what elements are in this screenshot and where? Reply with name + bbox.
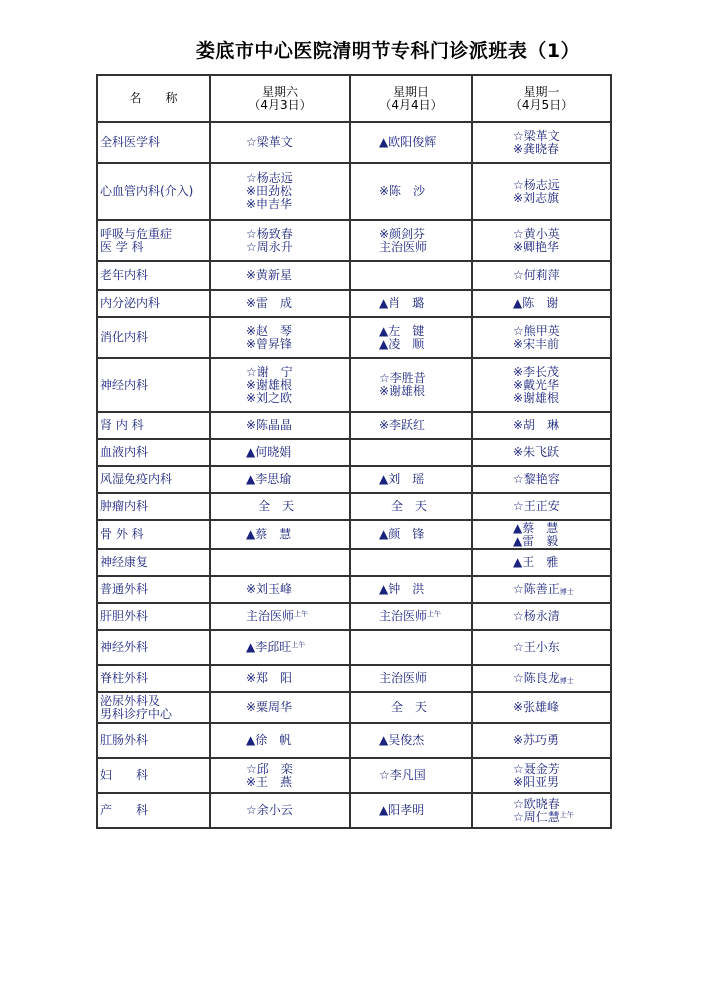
doctor-entry [379,769,471,782]
department-name [97,290,210,317]
department-name [97,317,210,358]
schedule-cell [210,793,350,828]
doctor-entry [379,804,471,817]
doctor-name: ※刘之欧 [246,390,293,405]
doctor-name: ▲徐 帆 [246,733,292,747]
department-name [97,665,210,692]
schedule-cell [210,358,350,412]
doctor-name: 主治医师 [246,609,295,623]
schedule-cell [350,439,472,466]
schedule-cell [350,520,472,549]
doctor-entry [513,192,610,205]
table-row [97,466,611,493]
department-name-line: 泌尿外科及 [100,693,161,708]
doctor-name: ※胡 琳 [513,418,560,432]
doctor-entry [379,583,471,596]
schedule-cell [210,317,350,358]
doctor-name: ☆梁革文 [513,128,560,143]
department-name [97,630,210,665]
doctor-name: ※龚晓春 [513,141,560,156]
time-note: 上午 [291,641,306,649]
schedule-cell [472,358,611,412]
schedule-cell [350,466,472,493]
doctor-name: ▲李思瑜 [246,472,292,486]
doctor-name: ※田劲松 [246,184,293,198]
doctor-entry [379,297,471,310]
doctor-entry [513,734,610,747]
doctor-entry [246,641,349,654]
doctor-name: ☆黎艳容 [513,472,560,486]
table-row [97,358,611,412]
doctor-entry [513,392,610,405]
doctor-name: ※戴光华 [513,377,560,392]
doctor-name: ☆梁革文 [246,135,293,149]
doctor-entry [513,446,610,459]
doctor-name: 全 天 [246,499,295,513]
department-name-line: 肝胆外科 [100,609,149,623]
doctor-name: ※张雄峰 [513,700,560,714]
doctor-entry [513,776,610,789]
doctor-name: ▲雷 毅 [513,533,559,548]
doctor-name: ☆周永升 [246,239,293,254]
doctor-name: ※刘志旗 [513,190,560,205]
schedule-cell [472,549,611,576]
doctor-entry [513,556,610,569]
table-row [97,630,611,665]
doctor-entry [246,500,349,513]
table-row [97,122,611,163]
header-row [97,75,611,122]
table-row [97,163,611,220]
department-name-line: 脊柱外科 [100,671,149,685]
table-row [97,520,611,549]
doctor-name: ※粟周华 [246,700,293,714]
schedule-cell [472,758,611,793]
department-name [97,549,210,576]
doctor-name: ※刘玉峰 [246,582,293,596]
table-row [97,290,611,317]
schedule-cell [350,493,472,520]
schedule-cell [350,630,472,665]
doctor-entry [246,297,349,310]
time-note: 上午 [559,810,574,819]
department-name-line: 肛肠外科 [100,733,149,747]
schedule-cell [210,603,350,630]
doctor-entry [513,583,610,596]
doctor-name: ※陈 沙 [379,184,426,198]
doctor-name: ▲阳孝明 [379,803,425,817]
schedule-cell [472,466,611,493]
doctor-name: 主治医师 [379,671,428,685]
department-name-line: 老年内科 [100,268,149,282]
schedule-cell [472,692,611,723]
doctor-entry [379,338,471,351]
schedule-cell [472,290,611,317]
schedule-cell [210,220,350,261]
doctor-name: ▲蔡 慧 [246,527,292,541]
doctor-entry [379,610,471,623]
schedule-cell [350,723,472,758]
schedule-cell [210,122,350,163]
schedule-cell [210,758,350,793]
table-row [97,439,611,466]
time-note: 上午 [427,610,442,618]
header-day [472,75,611,122]
doctor-name: ※陈晶晶 [246,418,293,432]
header-date-label: （4月4日） [379,97,443,112]
department-name-line: 风湿免疫内科 [100,472,173,486]
schedule-cell [210,576,350,603]
doctor-name: ※李跃红 [379,418,426,432]
schedule-cell [472,630,611,665]
doctor-entry [513,241,610,254]
doctor-name: ☆周仁慧 [513,809,560,824]
schedule-cell [350,793,472,828]
department-name [97,163,210,220]
doctor-name: ▲吴俊杰 [379,733,425,747]
doctor-entry [246,419,349,432]
doctor-entry [513,143,610,156]
schedule-cell [350,122,472,163]
department-name-line: 消化内科 [100,330,149,344]
doctor-name: ※赵 琴 [246,323,293,338]
doctor-entry [379,473,471,486]
doctor-entry [513,338,610,351]
doctor-entry [246,392,349,405]
doctor-entry [379,701,471,714]
doctor-name: ☆谢 宁 [246,364,293,379]
department-name [97,793,210,828]
doctor-entry [513,610,610,623]
table-row [97,576,611,603]
doctor-name: ※阳亚男 [513,774,560,789]
doctor-name: ※谢雄根 [379,384,426,398]
schedule-cell [472,520,611,549]
doctor-name: ※雷 成 [246,296,293,310]
schedule-cell [210,549,350,576]
doctor-entry [379,734,471,747]
doctor-name: ☆李凡国 [379,768,426,782]
doctor-entry [379,185,471,198]
doctor-entry [379,385,471,398]
doctor-name: ※苏巧勇 [513,733,560,747]
doctor-entry [246,776,349,789]
doctor-name: ☆杨志远 [513,177,560,192]
doctor-entry [246,734,349,747]
schedule-cell [210,630,350,665]
table-row [97,758,611,793]
header-day [350,75,472,122]
schedule-cell [472,439,611,466]
doctor-entry [246,583,349,596]
table-row [97,493,611,520]
table-row [97,692,611,723]
schedule-cell [350,758,472,793]
department-name-line: 神经康复 [100,555,149,569]
schedule-cell [350,220,472,261]
doctor-name: ※宋丰前 [513,336,560,351]
doctor-entry [246,446,349,459]
doctor-name: ☆王小东 [513,640,560,654]
schedule-cell [472,793,611,828]
time-note: 上午 [294,610,309,618]
department-name-line: 普通外科 [100,582,149,596]
table-row [97,665,611,692]
department-name-line: 心血管内科(介入) [100,184,194,198]
doctor-entry [246,804,349,817]
page-title: 娄底市中心医院清明节专科门诊派班表（1） [195,40,581,62]
doctor-name: ※郑 阳 [246,671,293,685]
schedule-body [97,122,611,828]
doctor-name: ☆杨志远 [246,171,293,185]
schedule-cell [472,493,611,520]
department-name [97,603,210,630]
department-name [97,576,210,603]
doctor-name: ▲陈 谢 [513,296,559,310]
schedule-cell [472,576,611,603]
doctor-name: ※谢雄根 [513,390,560,405]
schedule-table [96,74,612,829]
doctor-name: 主治医师 [379,239,428,254]
doctor-name: ☆何莉萍 [513,268,560,282]
department-name-line: 产 科 [100,803,149,817]
department-name-line: 神经内科 [100,377,149,392]
department-name [97,220,210,261]
table-row [97,603,611,630]
schedule-cell [350,358,472,412]
department-name [97,692,210,723]
schedule-cell [210,665,350,692]
department-name-line: 神经外科 [100,640,149,654]
schedule-cell [210,723,350,758]
doctor-name: ☆聂金芳 [513,761,560,776]
doctor-name: ※卿艳华 [513,239,560,254]
schedule-cell [350,665,472,692]
title-note: 博士 [559,677,574,685]
doctor-entry [246,672,349,685]
table-row [97,261,611,290]
schedule-cell [350,603,472,630]
doctor-name: ※李长茂 [513,364,560,379]
doctor-name: ▲李邱旺 [246,640,292,654]
table-row [97,220,611,261]
department-name [97,520,210,549]
schedule-cell [350,692,472,723]
table-row [97,412,611,439]
doctor-entry [379,500,471,513]
schedule-cell [210,520,350,549]
doctor-entry [379,672,471,685]
schedule-cell [210,412,350,439]
department-name-line: 医 学 科 [100,239,144,254]
schedule-cell [210,493,350,520]
department-name [97,758,210,793]
department-name [97,412,210,439]
department-name-line: 妇 科 [100,768,149,782]
doctor-name: ▲左 键 [379,323,425,338]
department-name [97,723,210,758]
schedule-cell [350,163,472,220]
schedule-cell [210,261,350,290]
doctor-name: 主治医师 [379,609,428,623]
doctor-entry [513,535,610,548]
doctor-name: ☆杨致春 [246,226,293,241]
schedule-cell [472,723,611,758]
department-name-line: 呼吸与危重症 [100,226,173,241]
doctor-entry [513,672,610,685]
schedule-cell [210,692,350,723]
table-row [97,723,611,758]
department-name [97,358,210,412]
doctor-entry [513,701,610,714]
doctor-name: ※颜剑芬 [379,226,426,241]
department-name-line: 内分泌内科 [100,296,161,310]
schedule-cell [472,412,611,439]
header-day-label: 星期日 [392,84,429,99]
department-name [97,466,210,493]
doctor-name: ☆熊甲英 [513,323,560,338]
header-date-label: （4月3日） [248,97,312,112]
doctor-name: ☆杨永清 [513,609,560,623]
doctor-name: ※王 燕 [246,774,293,789]
header-day-label: 星期六 [261,84,298,99]
doctor-entry [379,528,471,541]
doctor-name: ☆陈善正 [513,582,560,596]
schedule-cell [350,261,472,290]
doctor-entry [513,500,610,513]
header-day [210,75,350,122]
doctor-entry [379,241,471,254]
doctor-name: ☆王正安 [513,499,560,513]
schedule-cell [472,261,611,290]
header-day-label: 星期一 [523,84,560,99]
doctor-name: ▲肖 璐 [379,296,425,310]
doctor-entry [246,269,349,282]
department-name-line: 肾 内 科 [100,418,144,432]
title-note: 博士 [559,588,574,596]
department-name [97,261,210,290]
schedule-cell [350,576,472,603]
schedule-cell [350,412,472,439]
doctor-entry [513,269,610,282]
table-row [97,317,611,358]
doctor-entry [246,198,349,211]
department-name-line: 男科诊疗中心 [100,706,173,721]
doctor-entry [246,338,349,351]
schedule-cell [472,665,611,692]
doctor-entry [246,136,349,149]
department-name-line: 骨 外 科 [100,527,144,541]
doctor-name: ▲刘 瑶 [379,472,425,486]
doctor-name: ☆李胜昔 [379,371,426,385]
doctor-name: ☆欧晓春 [513,796,560,811]
department-name [97,439,210,466]
doctor-name: ☆黄小英 [513,226,560,241]
doctor-entry [513,419,610,432]
doctor-name: ☆余小云 [246,803,293,817]
department-name [97,493,210,520]
schedule-cell [350,317,472,358]
schedule-cell [472,220,611,261]
department-name [97,122,210,163]
schedule-cell [472,163,611,220]
schedule-cell [210,466,350,493]
schedule-cell [210,290,350,317]
doctor-entry [246,241,349,254]
doctor-entry [246,528,349,541]
schedule-cell [350,290,472,317]
doctor-name: ▲蔡 慧 [513,520,559,535]
schedule-cell [472,603,611,630]
doctor-entry [246,610,349,623]
doctor-entry [513,297,610,310]
department-name-line: 全科医学科 [100,135,161,149]
doctor-entry [513,811,610,824]
department-name-line: 血液内科 [100,445,149,459]
doctor-name: ▲凌 顺 [379,336,425,351]
doctor-name: ※曾昇锋 [246,336,293,351]
schedule-cell [210,163,350,220]
doctor-entry [379,136,471,149]
doctor-name: ※申吉华 [246,197,293,211]
doctor-name: ※朱飞跃 [513,445,560,459]
table-row [97,549,611,576]
doctor-name: ▲钟 洪 [379,582,425,596]
doctor-name: 全 天 [379,700,428,714]
doctor-name: ☆邱 栾 [246,761,293,776]
doctor-name: ▲欧阳俊辉 [379,135,437,149]
doctor-entry [246,701,349,714]
doctor-name: ▲王 雅 [513,555,559,569]
header-date-label: （4月5日） [509,97,574,112]
doctor-name: ▲何晓娟 [246,445,292,459]
doctor-entry [513,641,610,654]
doctor-entry [379,419,471,432]
doctor-name: ▲颜 锋 [379,527,425,541]
doctor-name: ※黄新星 [246,268,293,282]
doctor-entry [246,473,349,486]
header-name: 名 称 [97,75,210,122]
doctor-name: 全 天 [379,499,428,513]
schedule-cell [472,122,611,163]
department-name-line: 肿瘤内科 [100,499,149,513]
doctor-entry [513,473,610,486]
table-row [97,793,611,828]
doctor-name: ☆陈良龙 [513,671,560,685]
schedule-cell [472,317,611,358]
schedule-cell [210,439,350,466]
doctor-name: ※谢雄根 [246,377,293,392]
schedule-cell [350,549,472,576]
